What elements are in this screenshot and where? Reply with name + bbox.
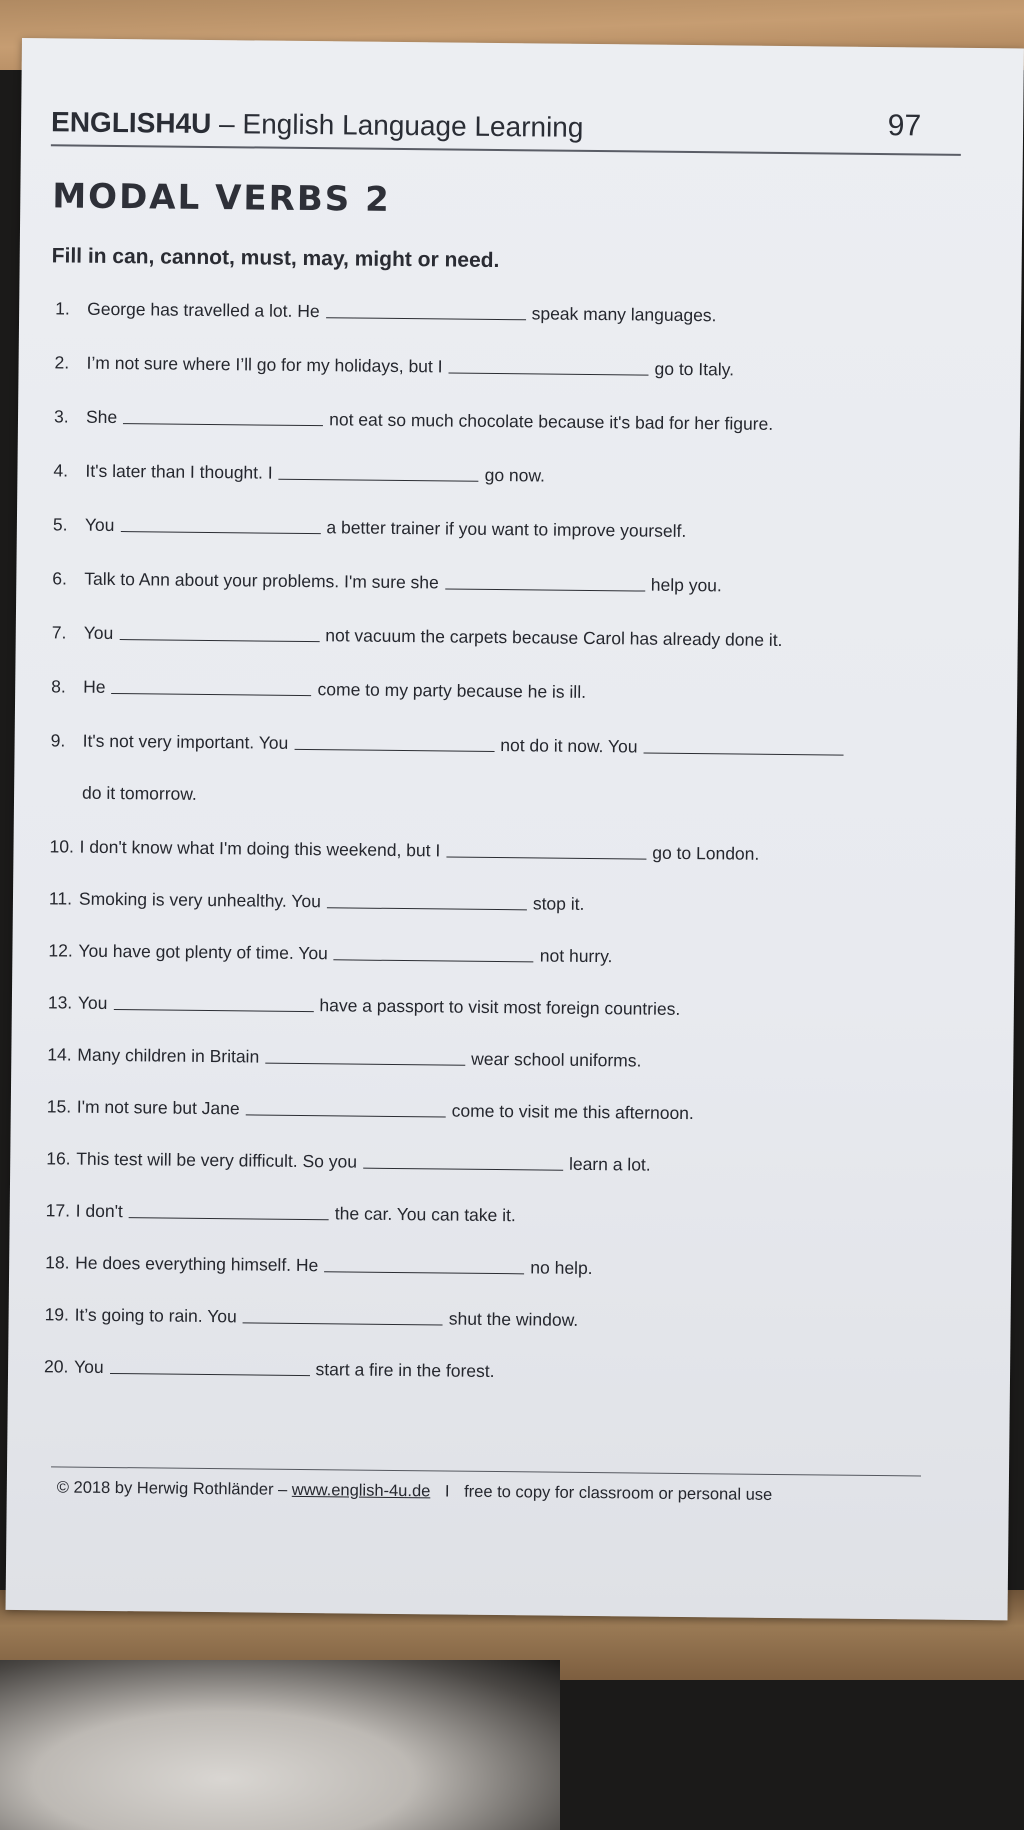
item-text-before: I don't — [75, 1200, 123, 1222]
copyright-text: © 2018 by Herwig Rothländer – — [56, 1478, 288, 1499]
answer-blank[interactable] — [110, 1372, 310, 1376]
item-number: 15. — [46, 1096, 72, 1117]
item-text-after: come to my party because he is ill. — [317, 679, 587, 702]
item-text-before: It’s going to rain. You — [74, 1304, 237, 1327]
exercise-item-2 — [54, 352, 734, 380]
answer-blank[interactable] — [119, 638, 319, 642]
exercise-item-8 — [51, 676, 586, 703]
page-footer — [57, 1478, 773, 1504]
footer-divider — [51, 1466, 921, 1476]
exercise-item-15 — [47, 1096, 694, 1124]
answer-blank[interactable] — [113, 1008, 313, 1012]
item-text-before: It's not very important. You — [82, 730, 289, 753]
item-text-before: I'm not sure but Jane — [76, 1096, 240, 1119]
exercise-item-9 — [51, 730, 850, 759]
answer-blank[interactable] — [326, 316, 526, 320]
worksheet-page — [6, 38, 1024, 1620]
item-number: 19. — [44, 1304, 70, 1325]
answer-blank[interactable] — [265, 1062, 465, 1066]
item-number: 12. — [48, 940, 73, 961]
item-text-after: the car. You can take it. — [334, 1203, 516, 1226]
item-number: 3. — [53, 406, 69, 427]
answer-blank[interactable] — [279, 478, 479, 482]
item-text-after: shut the window. — [448, 1308, 579, 1330]
exercise-item-10 — [49, 836, 759, 864]
item-text-after: wear school uniforms. — [471, 1048, 642, 1071]
item-number: 1. — [55, 298, 70, 319]
item-number: 8. — [51, 676, 66, 697]
worksheet-heading: MODAL VERBS 2 — [52, 176, 391, 220]
answer-blank[interactable] — [327, 906, 527, 910]
item-text-before: He does everything himself. He — [75, 1252, 319, 1276]
page-number: 97 — [887, 109, 922, 143]
item-number: 9. — [50, 730, 66, 751]
answer-blank[interactable] — [446, 855, 646, 859]
exercise-item-17 — [46, 1200, 516, 1226]
exercise-item-3 — [54, 406, 773, 435]
item-text-before: George has travelled a lot. He — [87, 298, 320, 322]
item-text-after: no help. — [530, 1257, 593, 1279]
item-text-before: You — [73, 1356, 104, 1377]
answer-blank[interactable] — [324, 1270, 524, 1274]
item-text-after: stop it. — [532, 893, 585, 914]
header-title — [51, 106, 584, 144]
exercise-item-16 — [46, 1148, 651, 1175]
item-text-after: start a fire in the forest. — [315, 1359, 495, 1382]
item-text-before: I’m not sure where I’ll go for my holidays, but I — [86, 352, 443, 377]
answer-blank[interactable] — [363, 1167, 563, 1171]
answer-blank[interactable] — [445, 587, 645, 591]
item-number: 20. — [43, 1356, 69, 1377]
answer-blank-second[interactable] — [643, 752, 843, 756]
answer-blank[interactable] — [112, 692, 312, 696]
item-number: 14. — [47, 1044, 72, 1065]
item-text-after: go to London. — [652, 842, 760, 864]
answer-blank[interactable] — [294, 748, 494, 752]
answer-blank[interactable] — [123, 422, 323, 426]
exercise-item-20 — [44, 1356, 495, 1382]
item-text-before: You have got plenty of time. You — [78, 940, 328, 964]
exercise-item-4 — [53, 460, 545, 486]
item-text-after: not vacuum the carpets because Carol has already done it. — [325, 625, 783, 650]
item-number: 4. — [53, 460, 69, 481]
answer-blank[interactable] — [129, 1216, 329, 1220]
item-text-before: Talk to Ann about your problems. I'm sure she — [84, 568, 439, 593]
item-text-after: have a passport to visit most foreign countries. — [319, 995, 681, 1019]
exercise-item-5 — [53, 514, 687, 542]
item-number: 10. — [49, 836, 74, 857]
item-number: 16. — [46, 1148, 71, 1169]
item-text-after: not do it now. You — [500, 735, 638, 757]
answer-blank[interactable] — [334, 958, 534, 962]
brand-name: ENGLISH4U — [50, 106, 212, 139]
item-number: 7. — [51, 622, 67, 643]
exercise-item-9-continuation — [82, 783, 197, 805]
footer-note: free to copy for classroom or personal use — [464, 1482, 773, 1504]
answer-blank[interactable] — [448, 371, 648, 375]
exercise-item-6 — [52, 568, 722, 596]
item-number: 2. — [54, 352, 70, 373]
item-number: 6. — [52, 568, 68, 589]
answer-blank[interactable] — [120, 530, 320, 534]
item-text-after: help you. — [650, 574, 722, 596]
exercise-item-1 — [55, 298, 717, 326]
item-number: 17. — [45, 1200, 71, 1221]
exercise-item-18 — [45, 1252, 593, 1279]
footer-separator: I — [444, 1482, 450, 1501]
item-text-after: speak many languages. — [531, 303, 717, 326]
header-subtitle: – English Language Learning — [218, 108, 584, 143]
item-text-after: go now. — [484, 464, 546, 486]
cloth-corner — [0, 1660, 560, 1830]
item-number: 5. — [52, 514, 68, 535]
item-text-after: not eat so much chocolate because it's bad for her figure. — [329, 409, 774, 434]
answer-blank[interactable] — [243, 1321, 443, 1325]
instructions: Fill in can, cannot, must, may, might or need. — [51, 244, 500, 273]
item-number: 18. — [45, 1252, 70, 1273]
exercise-item-13 — [48, 992, 681, 1020]
website-link[interactable]: www.english-4u.de — [291, 1480, 431, 1501]
item-text-after: go to Italy. — [654, 358, 735, 380]
exercise-item-19 — [45, 1304, 579, 1331]
item-text-before: This test will be very difficult. So you — [76, 1148, 358, 1172]
item-text-after: not hurry. — [539, 945, 613, 967]
item-text-before: You — [83, 622, 114, 643]
exercise-list — [43, 298, 975, 1382]
item-text-before: I don't know what I'm doing this weekend, but I — [79, 836, 441, 861]
item-text-before: It's later than I thought. I — [85, 460, 273, 483]
page-header — [51, 104, 961, 156]
item-text-after: learn a lot. — [568, 1153, 651, 1175]
answer-blank[interactable] — [246, 1113, 446, 1117]
item-text-before: Smoking is very unhealthy. You — [78, 888, 322, 912]
item-number: 13. — [47, 992, 73, 1013]
item-text-before: You — [77, 992, 108, 1013]
exercise-item-7 — [52, 622, 783, 651]
item-text-before: He — [83, 676, 106, 697]
item-text-before: Many children in Britain — [77, 1044, 260, 1067]
item-text-before: You — [84, 514, 115, 535]
item-number: 11. — [48, 888, 73, 909]
exercise-item-12 — [48, 940, 612, 967]
item-text-after: come to visit me this afternoon. — [451, 1100, 694, 1124]
item-text-continuation: do it tomorrow. — [81, 782, 197, 804]
exercise-item-14 — [47, 1044, 641, 1071]
item-text-before: She — [85, 406, 118, 428]
item-text-after: a better trainer if you want to improve yourself. — [326, 517, 687, 541]
exercise-item-11 — [49, 888, 585, 915]
